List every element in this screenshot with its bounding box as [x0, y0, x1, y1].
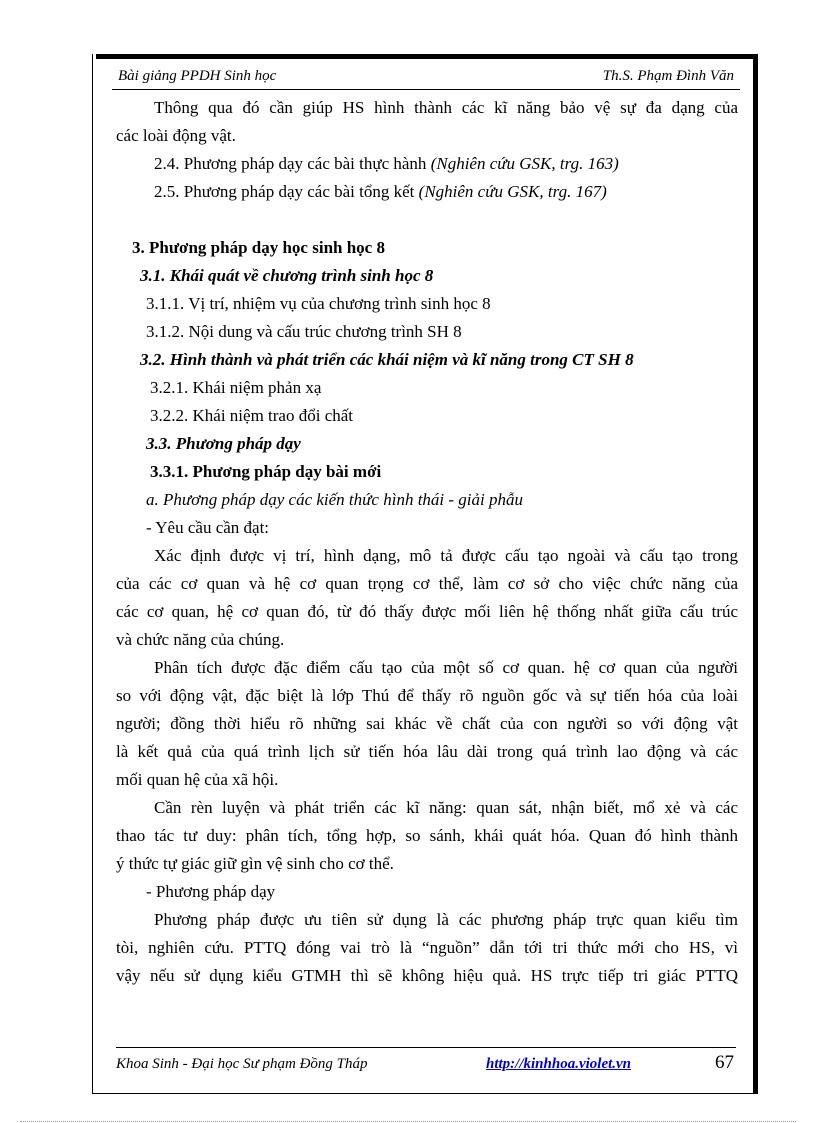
paragraph-line: Xác định được vị trí, hình dạng, mô tả được cấu tạo ngoài và cấu tạo trong: [154, 546, 738, 565]
heading-3-3: 3.3. Phương pháp dạy: [146, 434, 301, 453]
paragraph-line: Thông qua đó cần giúp HS hình thành các kĩ năng bảo vệ sự đa dạng của: [154, 98, 738, 117]
page-border-right: [753, 54, 758, 1094]
heading-3-1: 3.1. Khái quát về chương trình sinh học 8: [140, 266, 434, 285]
paragraph-line: so với động vật, đặc biệt là lớp Thú để thấy rõ nguồn gốc và sự tiến hóa của loài: [116, 686, 738, 705]
header-rule: [112, 89, 740, 90]
section-2-5-title: 2.5. Phương pháp dạy các bài tổng kết: [154, 182, 419, 201]
page-body: [116, 94, 738, 990]
paragraph-line: Phương pháp được ưu tiên sử dụng là các phương pháp trực quan kiểu tìm: [154, 910, 738, 929]
paragraph-line: các cơ quan, hệ cơ quan đó, từ đó thấy được mối liên hệ thống nhất giữa cấu trúc: [116, 602, 738, 621]
spacer: [116, 206, 738, 234]
subheading-a: a. Phương pháp dạy các kiến thức hình thái - giải phẫu: [146, 490, 523, 509]
page-border-top: [96, 54, 758, 59]
section-3-2-2: 3.2.2. Khái niệm trao đổi chất: [150, 406, 354, 425]
paragraph-line: mối quan hệ của xã hội.: [116, 770, 279, 789]
heading-3: 3. Phương pháp dạy học sinh học 8: [132, 238, 385, 257]
paragraph-line: là kết quả của quá trình lịch sử tiến hóa lâu dài trong quá trình lao động và các: [116, 742, 738, 761]
paragraph-line: vậy nếu sử dụng kiểu GTMH thì sẽ không hiệu quả. HS trực tiếp tri giác PTTQ: [116, 966, 738, 985]
page-border-left: [92, 54, 93, 1094]
page-number: 67: [715, 1052, 734, 1073]
footer-institution: Khoa Sinh - Đại học Sư phạm Đồng Tháp: [116, 1056, 368, 1072]
paragraph-line: Phân tích được đặc điểm cấu tạo của một số cơ quan. hệ cơ quan của người: [154, 658, 738, 677]
section-3-1-2: 3.1.2. Nội dung và cấu trúc chương trình SH 8: [146, 322, 462, 341]
method-label: - Phương pháp dạy: [146, 882, 276, 901]
requirements-label: - Yêu cầu cần đạt:: [146, 518, 270, 537]
section-3-1-1: 3.1.1. Vị trí, nhiệm vụ của chương trình sinh học 8: [146, 294, 491, 313]
section-2-4: [116, 150, 738, 178]
header-course-title: Bài giảng PPDH Sinh học: [118, 68, 277, 84]
footer-rule: [116, 1047, 736, 1048]
paragraph-line: các loài động vật.: [116, 126, 236, 145]
section-3-2-1: 3.2.1. Khái niệm phản xạ: [150, 378, 322, 397]
section-2-5-reference: (Nghiên cứu GSK, trg. 167): [418, 182, 607, 201]
running-footer: [116, 1054, 738, 1078]
running-header: [118, 64, 738, 88]
heading-3-2: 3.2. Hình thành và phát triển các khái niệm và kĩ năng trong CT SH 8: [140, 350, 634, 369]
paragraph-line: Cần rèn luyện và phát triển các kĩ năng: quan sát, nhận biết, mổ xẻ và các: [154, 798, 738, 817]
paragraph-line: của các cơ quan và hệ cơ quan trọng cơ thể, làm cơ sở cho việc chức năng của: [116, 574, 738, 593]
section-2-4-title: 2.4. Phương pháp dạy các bài thực hành: [154, 154, 431, 173]
footer-website-link[interactable]: http://kinhhoa.violet.vn: [486, 1056, 632, 1072]
page-border-bottom: [92, 1093, 758, 1094]
heading-3-3-1: 3.3.1. Phương pháp dạy bài mới: [150, 462, 382, 481]
paragraph-line: và chức năng của chúng.: [116, 630, 285, 649]
header-author: Th.S. Phạm Đình Văn: [602, 68, 734, 84]
paragraph-line: ý thức tự giác giữ gìn vệ sinh cho cơ thể.: [116, 854, 394, 873]
paragraph-line: tòi, nghiên cứu. PTTQ đóng vai trò là “nguồn” dẫn tới tri thức mới cho HS, vì: [116, 938, 738, 957]
paragraph-line: thao tác tư duy: phân tích, tổng hợp, so sánh, khái quát hóa. Quan đó hình thành: [116, 826, 738, 845]
paragraph-line: người; đồng thời hiểu rõ những sai khác về chất của con người so với động vật: [116, 714, 738, 733]
section-2-4-reference: (Nghiên cứu GSK, trg. 163): [430, 154, 619, 173]
page-edge-dotted-line: [20, 1121, 796, 1122]
section-2-5: [116, 178, 738, 206]
